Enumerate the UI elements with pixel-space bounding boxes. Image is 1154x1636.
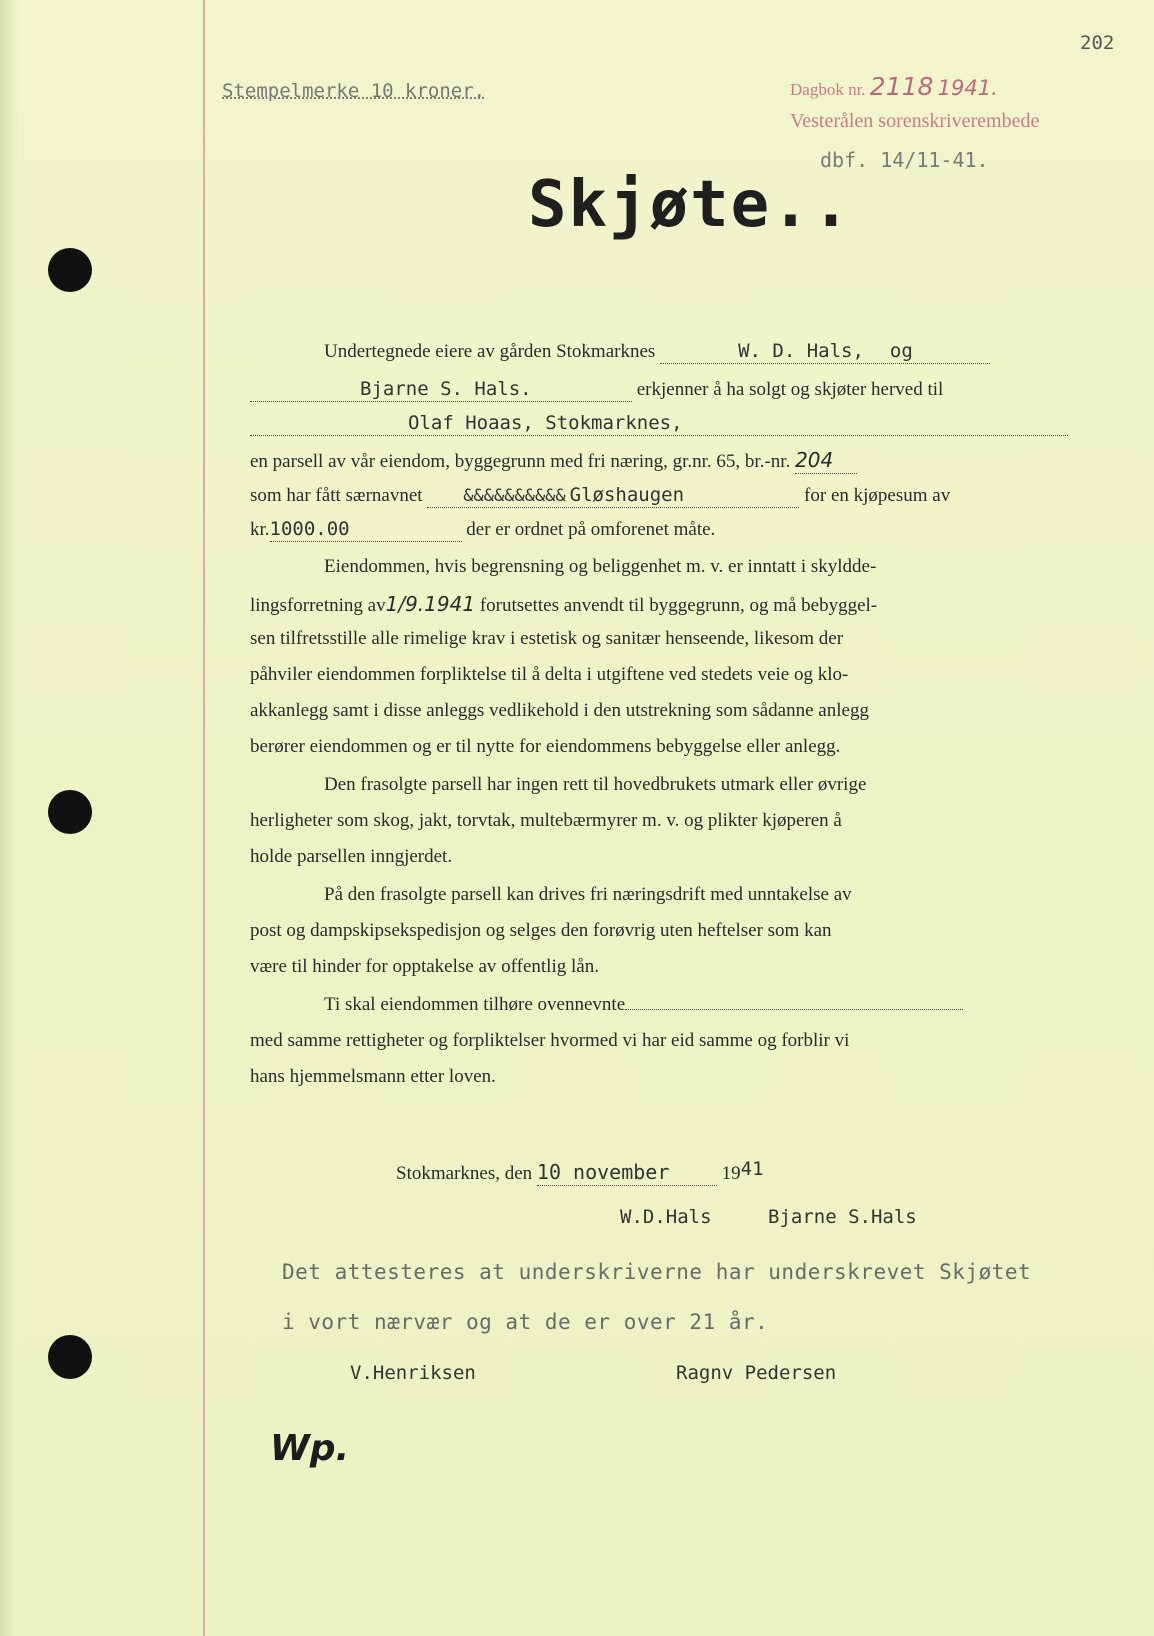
survey-date: 1/9.1941 (385, 592, 476, 616)
body-line-11: akkanlegg samt i disse anleggs vedlikehold i den utstrekning som sådanne anlegg (250, 700, 869, 721)
body-line-19: Ti skal eiendommen tilhøre ovennevnte (250, 994, 1070, 1016)
punch-hole-icon (48, 248, 92, 292)
dbf-note: dbf. 14/11-41. (820, 148, 989, 172)
page-edge (0, 0, 18, 1636)
dagbok-label: Dagbok nr. (790, 80, 866, 99)
office-stamp: Vesterålen sorenskriverembede (790, 110, 1040, 132)
witness-1: V.Henriksen (350, 1362, 476, 1384)
body-line-18: være til hinder for opptakelse av offentlig lån. (250, 956, 599, 977)
body-line-13: Den frasolgte parsell har ingen rett til hovedbrukets utmark eller øvrige (324, 774, 867, 795)
margin-line (203, 0, 205, 1636)
stamp-duty-label: Stempelmerke 10 kroner. (222, 80, 486, 102)
seller-1: W. D. Hals, (738, 340, 864, 362)
price: 1000.00 (269, 518, 350, 540)
punch-hole-icon (48, 790, 92, 834)
dagbok-stamp (790, 72, 998, 101)
buyer: Olaf Hoaas, Stokmarknes, (408, 412, 683, 434)
body-line-20: med samme rettigheter og forpliktelser hvormed vi har eid samme og forblir vi (250, 1030, 850, 1051)
signature-2: Bjarne S.Hals (768, 1206, 917, 1228)
signing-date: 10 november (536, 1160, 670, 1184)
body-line-9: sen tilfretsstille alle rimelige krav i estetisk og sanitær henseende, likesom der (250, 628, 844, 649)
signature-1: W.D.Hals (620, 1206, 712, 1228)
property-name: Gløshaugen (569, 484, 685, 506)
dagbok-year: 1941. (937, 76, 998, 100)
seller-2: Bjarne S. Hals. (360, 378, 532, 400)
witness-2: Ragnv Pedersen (676, 1362, 837, 1384)
body-line-8: lingsforretning av1/9.1941 forutsettes anvendt til byggegrunn, og må bebyggel- (250, 592, 878, 616)
signing-line: Stokmarknes, den 10 november 1941 (396, 1158, 764, 1184)
page-title: Skjøte.. (528, 168, 853, 242)
attestation-line-2: i vort nærvær og at de er over 21 år. (282, 1310, 769, 1334)
body-line-7: Eiendommen, hvis begrensning og beliggenhet m. v. er inntatt i skyldde- (324, 556, 877, 577)
punch-hole-icon (48, 1335, 92, 1379)
body-line-4: en parsell av vår eiendom, byggegrunn med fri næring, gr.nr. 65, br.-nr. 204 (250, 448, 1070, 474)
struck-name: &&&&&&&&&& (463, 486, 566, 506)
dagbok-number: 2118 (869, 72, 934, 101)
attestation-line-1: Det attesteres at underskriverne har underskrevet Skjøtet (282, 1260, 1032, 1284)
body-line-2: Bjarne S. Hals. erkjenner å ha solgt og skjøter herved til (250, 378, 1070, 402)
body-line-15: holde parsellen inngjerdet. (250, 846, 453, 867)
body-line-14: herligheter som skog, jakt, torvtak, multebærmyrer m. v. og plikter kjøperen å (250, 810, 842, 831)
br-nr: 204 (795, 448, 834, 472)
page-number: 202 (1080, 32, 1115, 54)
body-line-6: kr.1000.00 der er ordnet på omforenet måte. (250, 518, 716, 540)
body-line-1: Undertegnede eiere av gården Stokmarknes W. D. Hals, og (250, 340, 1070, 364)
initials-signature: Wp. (270, 1428, 350, 1469)
body-line-21: hans hjemmelsmann etter loven. (250, 1066, 496, 1087)
body-line-3 (250, 412, 1070, 436)
body-line-10: påhviler eiendommen forpliktelse til å delta i utgiftene ved stedets veie og klo- (250, 664, 849, 685)
body-line-17: post og dampskipsekspedisjon og selges den forøvrig uten heftelser som kan (250, 920, 832, 941)
body-line-5: som har fått særnavnet &&&&&&&&&& Gløshaugen for en kjøpesum av (250, 484, 951, 506)
body-line-12: berører eiendommen og er til nytte for eiendommens bebyggelse eller anlegg. (250, 736, 841, 757)
body-line-16: På den frasolgte parsell kan drives fri næringsdrift med unntakelse av (324, 884, 852, 905)
